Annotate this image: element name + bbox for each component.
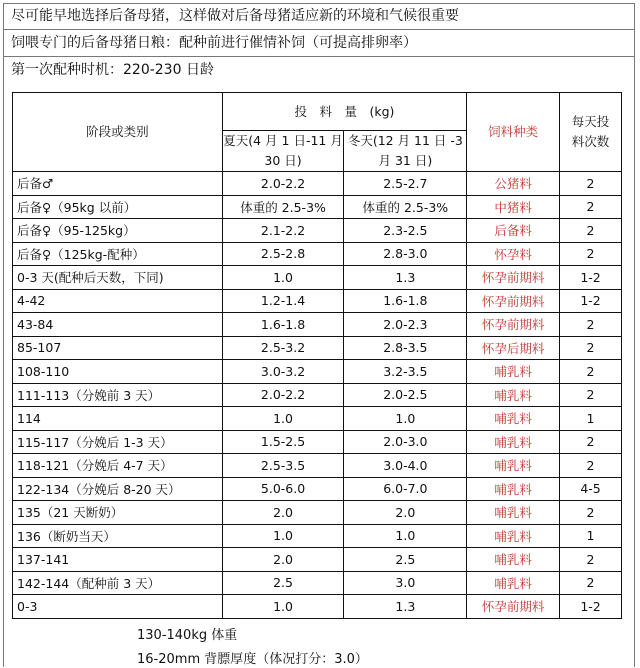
table-row [13, 571, 622, 595]
table-row [13, 266, 622, 290]
winter-amount-cell: 2.8-3.5 [344, 336, 467, 360]
header-winter: 冬天(12 月 11 日 -3 月 31 日) [344, 131, 467, 172]
feed-type-cell: 怀孕前期料 [467, 313, 560, 337]
feed-type-cell: 哺乳料 [467, 477, 560, 501]
feeding-table [12, 92, 622, 619]
summer-amount-cell: 5.0-6.0 [222, 477, 344, 501]
table-row [13, 195, 622, 219]
stage-cell: 0-3 [13, 595, 223, 619]
stage-cell: 136（断奶当天） [13, 524, 223, 548]
table-row [13, 477, 622, 501]
header-summer: 夏天(4 月 1 日-11 月 30 日) [222, 131, 344, 172]
feed-type-cell: 中猪料 [467, 195, 560, 219]
summer-amount-cell: 1.5-2.5 [222, 430, 344, 454]
summer-amount-cell: 2.0 [222, 501, 344, 525]
times-per-day-cell: 1 [560, 524, 622, 548]
feed-type-cell: 怀孕后期料 [467, 336, 560, 360]
summer-amount-cell: 2.1-2.2 [222, 219, 344, 243]
feed-type-cell: 哺乳料 [467, 360, 560, 384]
note-weight: 130-140kg 体重 [137, 628, 238, 643]
note-backfat: 16-20mm 背膘厚度（体况打分：3.0） [137, 652, 368, 667]
intro-line-3: 第一次配种时机：220-230 日龄 [11, 62, 214, 78]
table-row [13, 336, 622, 360]
feed-type-cell: 哺乳料 [467, 407, 560, 431]
summer-amount-cell: 2.0 [222, 548, 344, 572]
feed-type-cell: 后备料 [467, 219, 560, 243]
times-per-day-cell: 2 [560, 501, 622, 525]
winter-amount-cell: 1.0 [344, 524, 467, 548]
summer-amount-cell: 1.0 [222, 524, 344, 548]
winter-amount-cell: 6.0-7.0 [344, 477, 467, 501]
stage-cell: 118-121（分娩后 4-7 天） [13, 454, 223, 478]
table-row [13, 548, 622, 572]
times-per-day-cell: 1 [560, 407, 622, 431]
header-feed-type: 饲料种类 [467, 93, 560, 172]
summer-amount-cell: 1.0 [222, 407, 344, 431]
times-per-day-cell: 2 [560, 219, 622, 243]
stage-cell: 137-141 [13, 548, 223, 572]
winter-amount-cell: 2.3-2.5 [344, 219, 467, 243]
table-row [13, 524, 622, 548]
summer-amount-cell: 3.0-3.2 [222, 360, 344, 384]
table-row [13, 407, 622, 431]
times-per-day-cell: 2 [560, 336, 622, 360]
feed-type-cell: 哺乳料 [467, 571, 560, 595]
intro-line-2: 饲喂专门的后备母猪日粮：配种前进行催情补饲（可提高排卵率） [3, 30, 635, 57]
times-per-day-cell: 4-5 [560, 477, 622, 501]
feed-type-cell: 哺乳料 [467, 383, 560, 407]
table-row [13, 289, 622, 313]
summer-amount-cell: 2.5-3.5 [222, 454, 344, 478]
table-row [13, 595, 622, 619]
summer-amount-cell: 2.0-2.2 [222, 383, 344, 407]
times-per-day-cell: 2 [560, 360, 622, 384]
feed-type-cell: 怀孕前期料 [467, 266, 560, 290]
times-per-day-cell: 2 [560, 548, 622, 572]
summer-amount-cell: 2.5-2.8 [222, 242, 344, 266]
times-per-day-cell: 2 [560, 430, 622, 454]
winter-amount-cell: 2.5-2.7 [344, 172, 467, 196]
feed-type-cell: 哺乳料 [467, 524, 560, 548]
times-per-day-cell: 2 [560, 313, 622, 337]
stage-cell: 111-113（分娩前 3 天） [13, 383, 223, 407]
stage-cell: 85-107 [13, 336, 223, 360]
stage-cell: 135（21 天断奶） [13, 501, 223, 525]
summer-amount-cell: 1.0 [222, 595, 344, 619]
winter-amount-cell: 2.0 [344, 501, 467, 525]
winter-amount-cell: 1.3 [344, 595, 467, 619]
feed-type-cell: 怀孕前期料 [467, 289, 560, 313]
winter-amount-cell: 3.0 [344, 571, 467, 595]
times-per-day-cell: 2 [560, 172, 622, 196]
table-row [13, 242, 622, 266]
stage-cell: 后备♀（125kg-配种） [13, 242, 223, 266]
feed-type-cell: 哺乳料 [467, 454, 560, 478]
stage-cell: 后备♂ [13, 172, 223, 196]
summer-amount-cell: 体重的 2.5-3% [222, 195, 344, 219]
feed-type-cell: 哺乳料 [467, 430, 560, 454]
feed-type-cell: 公猪料 [467, 172, 560, 196]
stage-cell: 后备♀（95kg 以前） [13, 195, 223, 219]
feed-type-cell: 哺乳料 [467, 548, 560, 572]
times-per-day-cell: 1-2 [560, 595, 622, 619]
stage-cell: 108-110 [13, 360, 223, 384]
stage-cell: 115-117（分娩后 1-3 天） [13, 430, 223, 454]
winter-amount-cell: 3.0-4.0 [344, 454, 467, 478]
times-per-day-cell: 2 [560, 454, 622, 478]
winter-amount-cell: 2.0-2.3 [344, 313, 467, 337]
times-per-day-cell: 1-2 [560, 266, 622, 290]
winter-amount-cell: 2.0-3.0 [344, 430, 467, 454]
summer-amount-cell: 2.0-2.2 [222, 172, 344, 196]
table-row [13, 360, 622, 384]
times-per-day-cell: 1-2 [560, 289, 622, 313]
table-row [13, 383, 622, 407]
summer-amount-cell: 2.5 [222, 571, 344, 595]
winter-amount-cell: 2.8-3.0 [344, 242, 467, 266]
table-row [13, 313, 622, 337]
winter-amount-cell: 2.5 [344, 548, 467, 572]
times-per-day-cell: 2 [560, 383, 622, 407]
times-per-day-cell: 2 [560, 195, 622, 219]
table-row [13, 430, 622, 454]
feed-type-cell: 怀孕料 [467, 242, 560, 266]
summer-amount-cell: 1.2-1.4 [222, 289, 344, 313]
table-row [13, 501, 622, 525]
times-per-day-cell: 2 [560, 571, 622, 595]
winter-amount-cell: 体重的 2.5-3% [344, 195, 467, 219]
winter-amount-cell: 1.6-1.8 [344, 289, 467, 313]
header-stage: 阶段或类别 [13, 93, 223, 172]
summer-amount-cell: 1.0 [222, 266, 344, 290]
table-row [13, 219, 622, 243]
intro-line-1: 尽可能早地选择后备母猪，这样做对后备母猪适应新的环境和气候很重要 [3, 3, 635, 30]
stage-cell: 43-84 [13, 313, 223, 337]
stage-cell: 142-144（配种前 3 天） [13, 571, 223, 595]
times-per-day-cell: 2 [560, 242, 622, 266]
winter-amount-cell: 1.0 [344, 407, 467, 431]
feed-type-cell: 哺乳料 [467, 501, 560, 525]
summer-amount-cell: 1.6-1.8 [222, 313, 344, 337]
winter-amount-cell: 2.0-2.5 [344, 383, 467, 407]
winter-amount-cell: 3.2-3.5 [344, 360, 467, 384]
feed-type-cell: 怀孕前期料 [467, 595, 560, 619]
table-row [13, 172, 622, 196]
stage-cell: 后备♀（95-125kg） [13, 219, 223, 243]
table-row [13, 454, 622, 478]
stage-cell: 122-134（分娩后 8-20 天） [13, 477, 223, 501]
header-amount: 投 料 量 (kg) [222, 93, 467, 131]
stage-cell: 114 [13, 407, 223, 431]
winter-amount-cell: 1.3 [344, 266, 467, 290]
header-times: 每天投料次数 [560, 93, 622, 172]
summer-amount-cell: 2.5-3.2 [222, 336, 344, 360]
stage-cell: 4-42 [13, 289, 223, 313]
stage-cell: 0-3 天(配种后天数，下同) [13, 266, 223, 290]
